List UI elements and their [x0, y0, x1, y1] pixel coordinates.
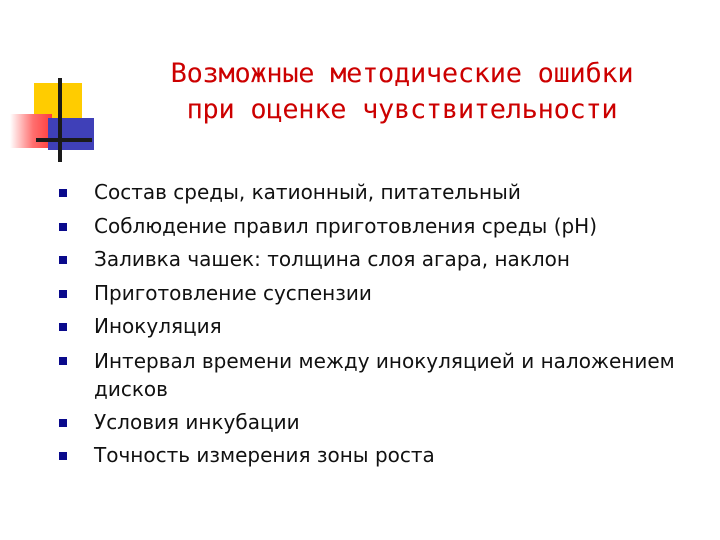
slide-title	[112, 56, 692, 128]
list-item	[0, 210, 694, 244]
bullet-list	[0, 176, 694, 473]
decor-blue-square	[48, 118, 94, 150]
list-item	[0, 243, 694, 277]
square-bullet-icon	[59, 290, 67, 298]
list-item-text: Инокуляция	[94, 314, 222, 338]
list-item	[0, 439, 694, 473]
square-bullet-icon	[59, 189, 67, 197]
slide-title-line-1: Возможные методические ошибки	[170, 58, 634, 89]
list-item	[0, 406, 694, 440]
decor-vertical-line	[58, 78, 62, 162]
list-item-text: Состав среды, катионный, питательный	[94, 180, 521, 204]
list-item-text: Точность измерения зоны роста	[94, 443, 435, 467]
square-bullet-icon	[59, 223, 67, 231]
list-item-text: Заливка чашек: толщина слоя агара, наклон	[94, 247, 570, 271]
decor-red-gradient-block	[10, 114, 52, 148]
square-bullet-icon	[59, 452, 67, 460]
list-item	[0, 344, 694, 406]
list-item	[0, 310, 694, 344]
list-item-text: Интервал времени между инокуляцией и наложением дисков	[94, 348, 675, 401]
list-item-text: Условия инкубации	[94, 409, 300, 434]
square-bullet-icon	[59, 419, 67, 427]
list-item	[0, 176, 694, 210]
square-bullet-icon	[59, 357, 67, 365]
list-item	[0, 277, 694, 311]
decor-horizontal-line	[36, 138, 92, 142]
square-bullet-icon	[59, 323, 67, 331]
list-item-text: Приготовление суспензии	[94, 280, 372, 305]
slide-title-line-2: при оценке чувствительности	[186, 94, 618, 125]
square-bullet-icon	[59, 256, 67, 264]
list-item-text: Соблюдение правил приготовления среды (рН)	[94, 213, 598, 238]
